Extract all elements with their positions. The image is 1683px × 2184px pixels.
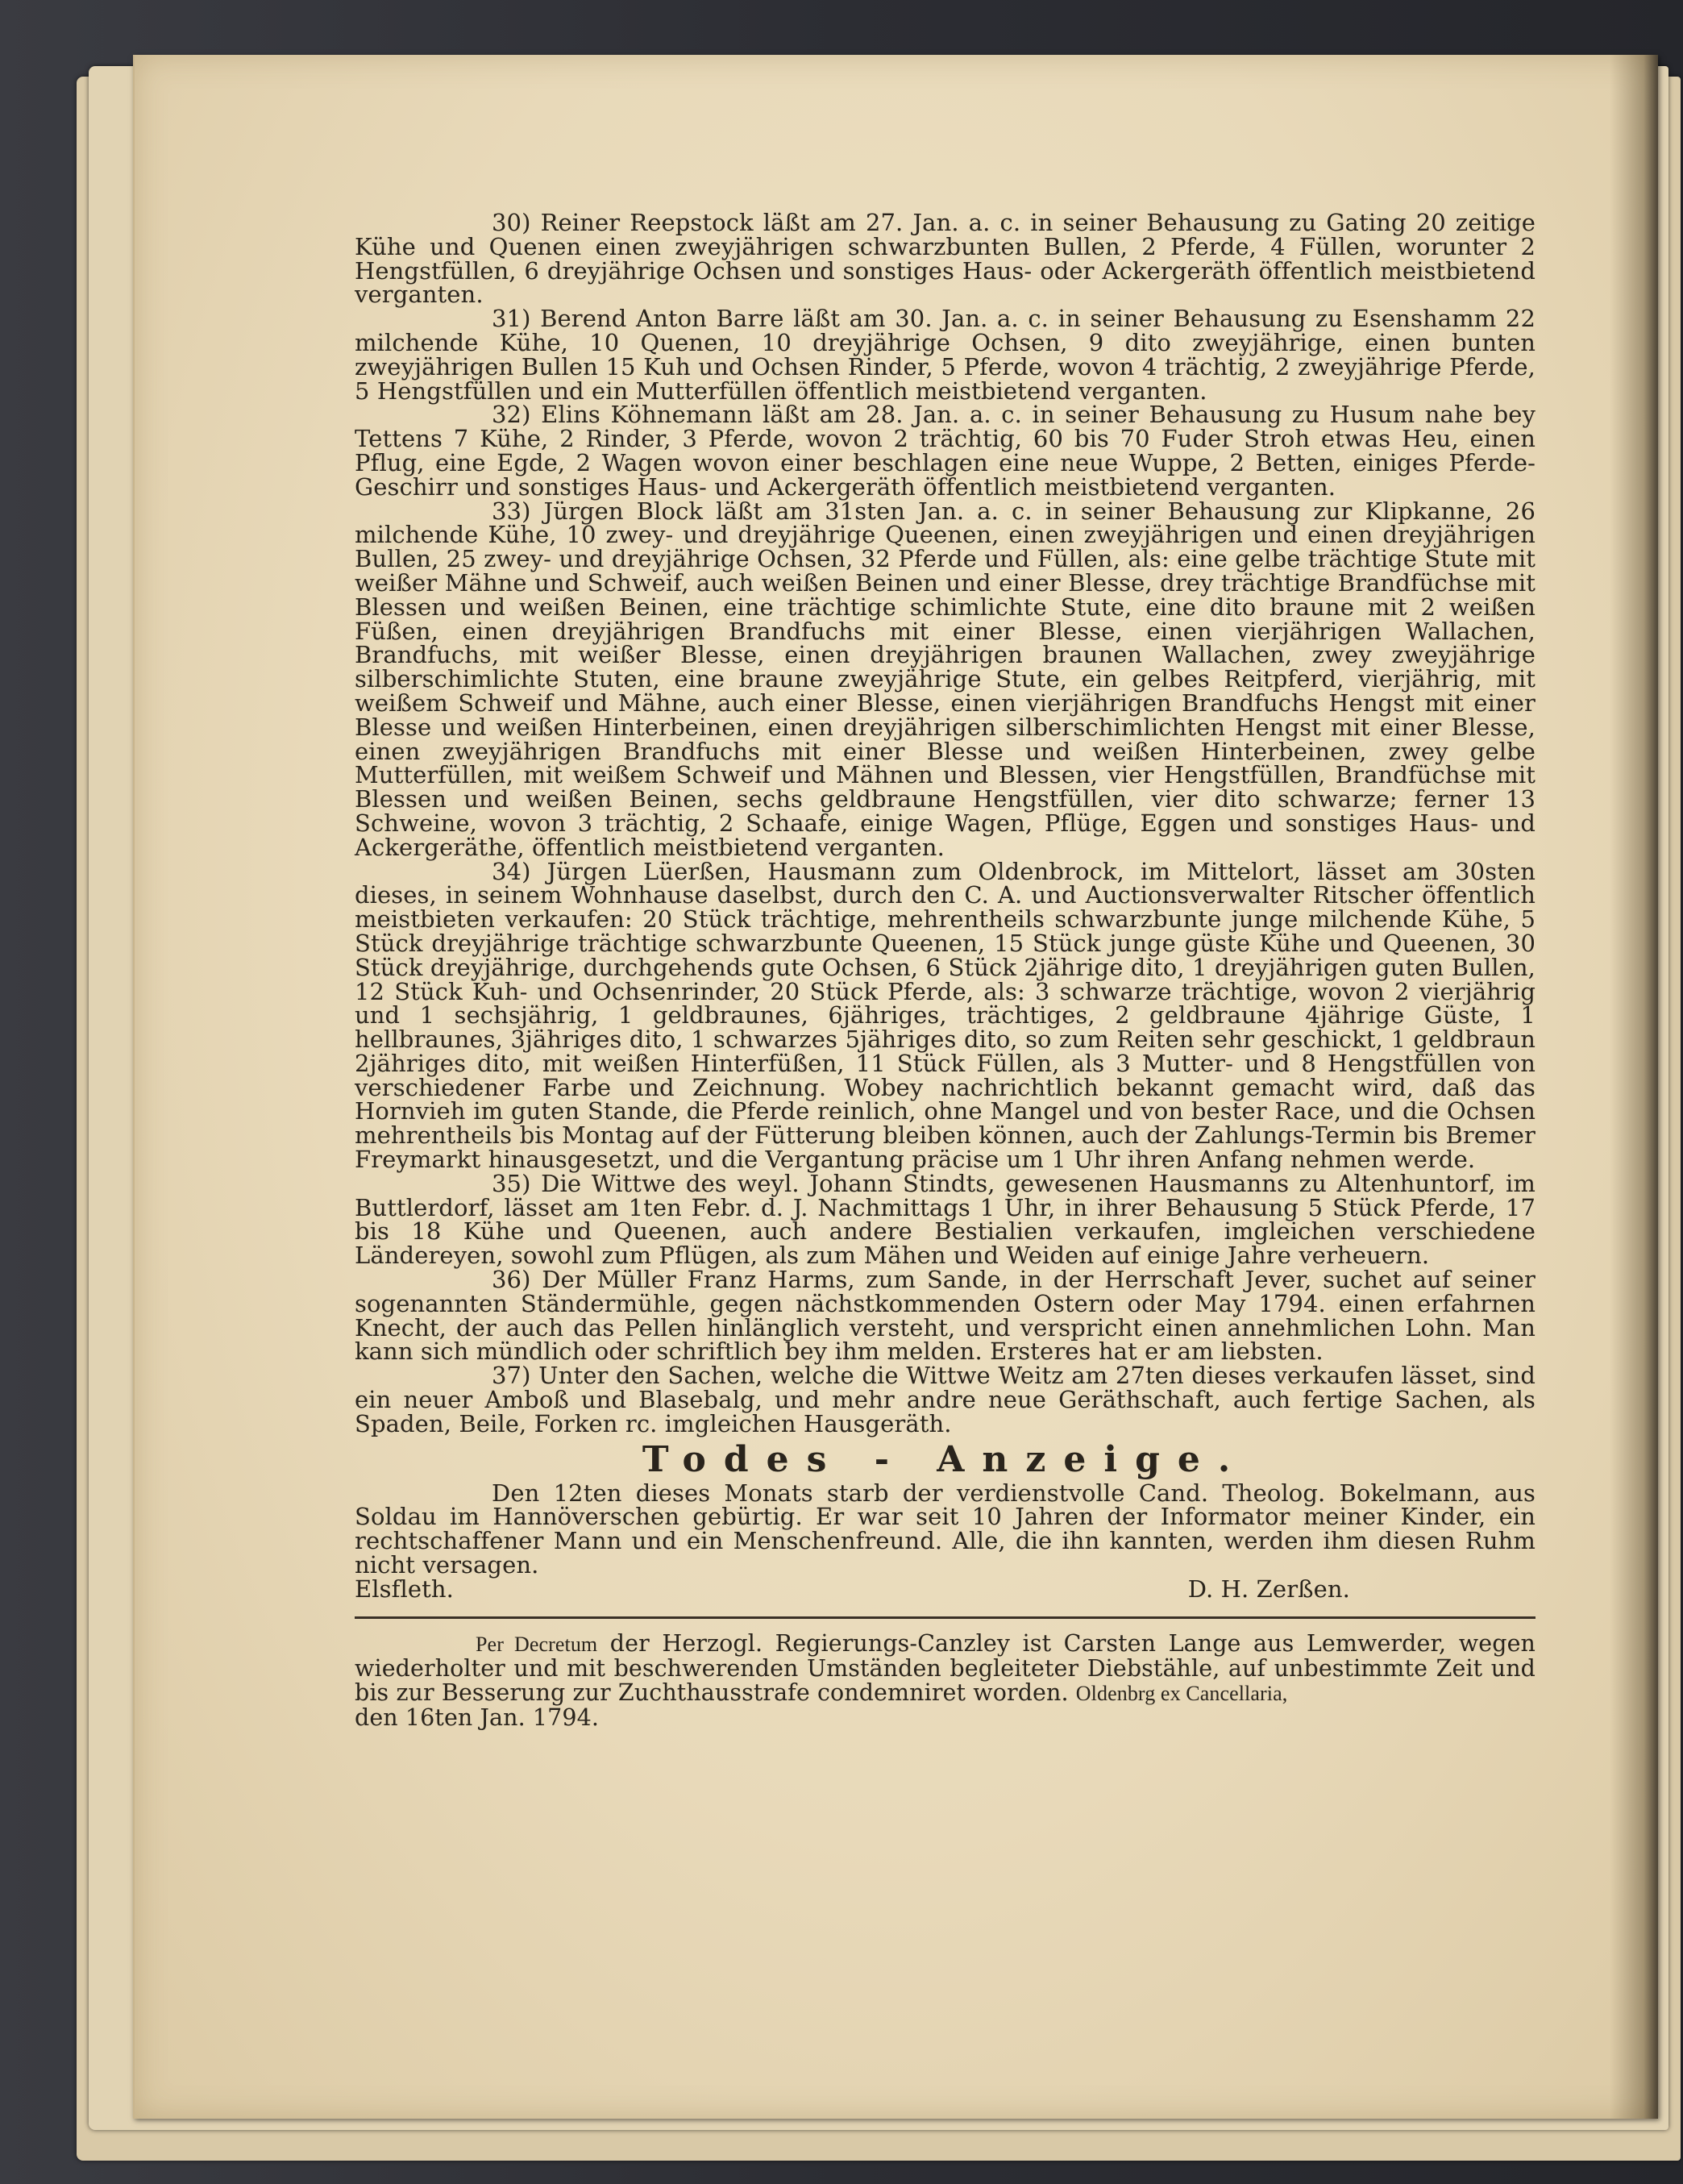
notice-30: 30) Reiner Reepstock läßt am 27. Jan. a. c. in seiner Behausung zu Gating 20 zeitige Kühe und Quenen einen zweyjährigen schwarzbunten Bullen, 2 Pferde, 4 Füllen, worunter 2 Hengstfüllen, 6 dreyjährige Ochsen und sonstiges Haus- oder Ackergeräth öffentlich meistbietend verganten. [355, 209, 1535, 309]
binding-gutter [1610, 55, 1658, 2119]
notice-33: 33) Jürgen Block läßt am 31sten Jan. a. c. in seiner Behausung zur Klipkanne, 26 milchende Kühe, 10 zwey- und dreyjährige Queenen, einen zweyjährigen und einen dreyjährigen Bullen, 25 zwey- und dreyjährige Ochsen, 32 Pferde und Füllen, als: eine gelbe trächtige Stute mit weißer Mähne und Schweif, auch weißen Beinen und einer Blesse, drey trächtige Brandfüchse mit Blessen und weißen Beinen, eine trächtige schimlichte Stute, eine dito braune mit 2 weißen Füßen, einen dreyjährigen Brandfuchs mit einer Blesse, einen vierjährigen Wallachen, Brandfuchs, mit weißer Blesse, einen dreyjährigen braunen Wallachen, zwey zweyjährige silberschimlichte Stuten, eine braune zweyjährige Stute, ein gelbes Reitpferd, vierjährig, mit weißem Schweif und Mähne, auch einer Blesse, einen vierjährigen Brandfuchs Hengst mit einer Blesse und weißen Hinterbeinen, einen dreyjährigen silberschimlichten Hengst mit einer Blesse, einen zweyjährigen Brandfuchs mit einer Blesse und weißen Hinterbeinen, zwey gelbe Mutterfüllen, mit weißem Schweif und Mähnen und Blessen, vier Hengstfüllen, Brandfüchse mit Blessen und weißen Beinen, sechs geldbraune Hengstfüllen, vier dito schwarze; ferner 13 Schweine, wovon 3 trächtig, 2 Schaafe, einige Wagen, Pflüge, Eggen und sonstiges Haus- und Ackergeräthe, öffentlich meistbietend verganten. [355, 497, 1535, 861]
section-divider [355, 1616, 1535, 1619]
decree-latin-start: Per Decretum [476, 1632, 598, 1656]
decree-notice [355, 1629, 1535, 1731]
decree-text: der Herzogl. Regierungs-Canzley ist Carsten Lange aus Lemwerder, wegen wiederholter und mit beschwerenden Umständen begleiteter Diebstähle, auf unbestimmte Zeit und bis zur Besserung zur Zuchthausstrafe condemniret worden. [355, 1629, 1535, 1706]
death-notice-place: Elsfleth. [355, 1575, 454, 1603]
death-notice-body: Den 12ten dieses Monats starb der verdienstvolle Cand. Theolog. Bokelmann, aus Soldau im Hannöverschen gebürtig. Er war seit 10 Jahren der Informator meiner Kinder, ein rechtschaffener Mann und ein Menschenfreund. Alle, die ihn kannten, werden ihm diesen Ruhm nicht versagen. [355, 1479, 1535, 1579]
death-notice-signature: D. H. Zerßen. [1187, 1575, 1350, 1603]
notice-36: 36) Der Müller Franz Harms, zum Sande, in der Herrschaft Jever, suchet auf seiner sogenannten Ständermühle, gegen nächstkommenden Ostern oder May 1794. einen erfahrnen Knecht, der auch das Pellen hinlänglich versteht, und verspricht einen annehmlichen Lohn. Man kann sich mündlich oder schriftlich bey ihm melden. Ersteres hat er am liebsten. [355, 1266, 1535, 1366]
notice-34: 34) Jürgen Lüerßen, Hausmann zum Oldenbrock, im Mittelort, lässet am 30sten dieses, in seinem Wohnhause daselbst, durch den C. A. und Auctionsverwalter Ritscher öffentlich meistbieten verkaufen: 20 Stück trächtige, mehrentheils schwarzbunte junge milchende Kühe, 5 Stück dreyjährige trächtige schwarzbunte Queenen, 15 Stück junge güste Kühe und Queenen, 30 Stück dreyjährige, durchgehends gute Ochsen, 6 Stück 2jährige dito, 1 dreyjährigen guten Bullen, 12 Stück Kuh- und Ochsenrinder, 20 Stück Pferde, als: 3 schwarze trächtige, wovon 2 vierjährig und 1 sechsjährig, 1 geldbraunes, 6jähriges, trächtiges, 2 geldbraune 4jährige Güste, 1 hellbraunes, 3jähriges dito, 1 schwarzes 5jähriges dito, so zum Reiten sehr geschickt, 1 geldbraun 2jähriges dito, mit weißen Hinterfüßen, 11 Stück Füllen, als 3 Mutter- und 8 Hengstfüllen von verschiedener Farbe und Zeichnung. Wobey nachrichtlich bekannt gemacht wird, daß das Hornvieh im guten Stande, die Pferde reinlich, ohne Mangel und von bester Race, und die Ochsen mehrentheils bis Montag auf der Fütterung bleiben können, auch der Zahlungs-Termin bis Bremer Freymarkt hinausgesetzt, und die Vergantung präcise um 1 Uhr ihren Anfang nehmen werde. [355, 857, 1535, 1174]
notice-35: 35) Die Wittwe des weyl. Johann Stindts, gewesenen Hausmanns zu Altenhuntorf, im Buttlerdorf, lässet am 1ten Febr. d. J. Nachmittags 1 Uhr, in ihrer Behausung 5 Stück Pferde, 17 bis 18 Kühe und Queenen, auch andere Bestialien verkaufen, imgleichen verschiedene Ländereyen, sowohl zum Pflügen, als zum Mähen und Weiden auf einige Jahre verheuern. [355, 1169, 1535, 1270]
decree-date: den 16ten Jan. 1794. [355, 1704, 600, 1731]
death-notice-signoff [355, 1575, 1535, 1603]
notice-37: 37) Unter den Sachen, welche die Wittwe Weitz am 27ten dieses verkaufen lässet, sind ein neuer Amboß und Blasebalg, und mehr andre neue Geräthschaft, auch fertige Sachen, als Spaden, Beile, Forken rc. imgleichen Hausgeräth. [355, 1362, 1535, 1437]
decree-latin-end: Oldenbrg ex Cancellaria, [1075, 1681, 1288, 1705]
death-notice-heading: Todes - Anzeige. [642, 1438, 1249, 1480]
notice-32: 32) Elins Köhnemann läßt am 28. Jan. a. c. in seiner Behausung zu Husum nahe bey Tettens 7 Kühe, 2 Rinder, 3 Pferde, wovon 2 trächtig, 60 bis 70 Fuder Stroh etwas Heu, einen Pflug, eine Egde, 2 Wagen wovon einer beschlagen eine neue Wuppe, 2 Betten, einiges Pferde-Geschirr und sonstiges Haus- und Ackergeräth öffentlich meistbietend verganten. [355, 401, 1535, 501]
page-text-block [355, 211, 1535, 1730]
notice-31: 31) Berend Anton Barre läßt am 30. Jan. a. c. in seiner Behausung zu Esenshamm 22 milchende Kühe, 10 Quenen, 10 dreyjährige Ochsen, 9 dito zweyjährige, einen bunten zweyjährigen Bullen 15 Kuh und Ochsen Rinder, 5 Pferde, wovon 4 trächtig, 2 zweyjährige Pferde, 5 Hengstfüllen und ein Mutterfüllen öffentlich meistbietend verganten. [355, 305, 1535, 405]
